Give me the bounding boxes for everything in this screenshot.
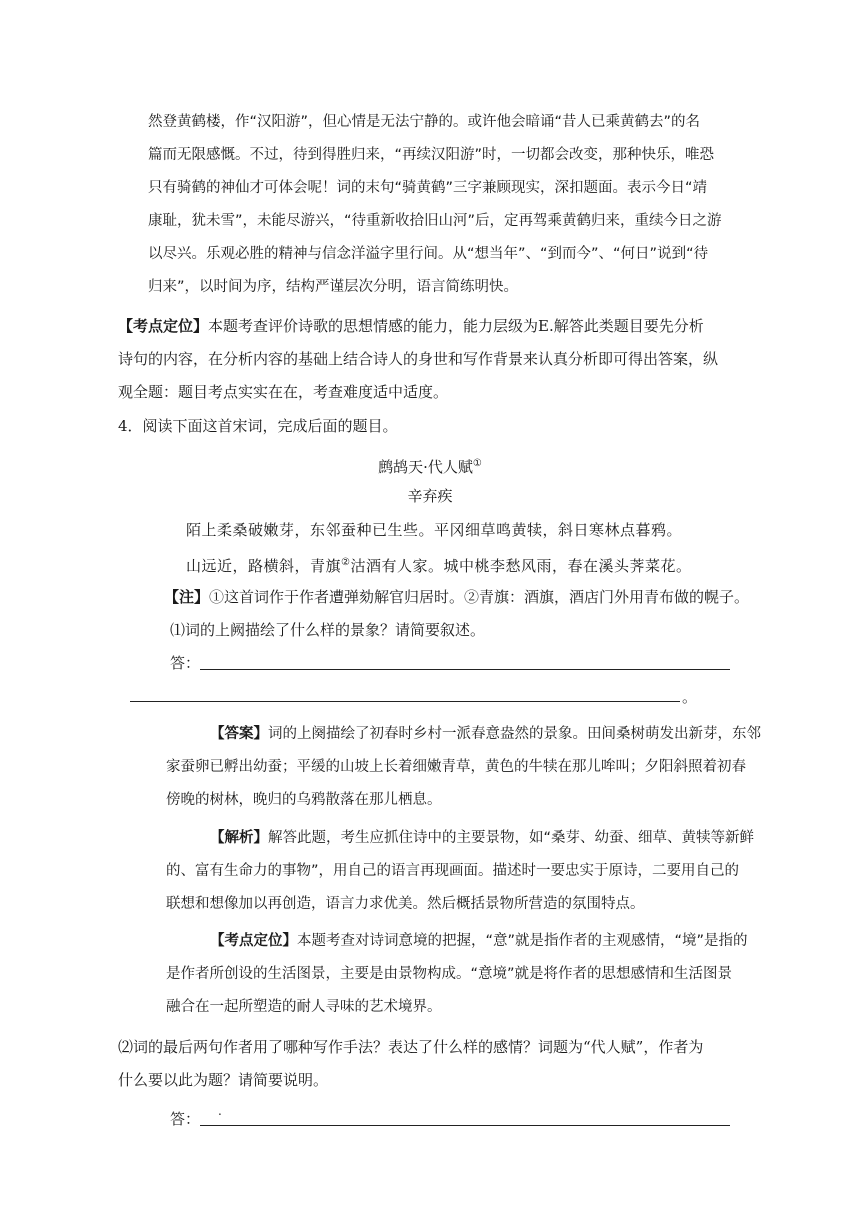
poem-line-2-footnote: ② [341, 557, 351, 568]
continuation-line-4: 康耻，犹未雪”，未能尽游兴，“待重新收拾旧山河”后，定再驾乘黄鹤归来，重续今日之游 [148, 213, 722, 229]
kaodian-1-tag: 【考点定位】 [118, 317, 209, 335]
question-4-prompt: 4．阅读下面这首宋词，完成后面的题目。 [118, 417, 398, 435]
answer-input-line-2[interactable] [200, 1125, 730, 1126]
sub-question-1: ⑴词的上阙描绘了什么样的景象？请简要叙述。 [170, 621, 486, 639]
continuation-line-1: 然登黄鹤楼，作“汉阳游”，但心情是无法宁静的。或许他会暗诵“昔人已乘黄鹤去”的名 [148, 114, 701, 130]
continuation-line-3: 只有骑鹤的神仙才可体会呢！词的末句“骑黄鹤”三字兼顾现实，深扣题面。表示今日“靖 [148, 180, 708, 196]
answer-period: 。 [682, 688, 698, 706]
analysis-line-3: 联想和想像加以再创造，语言力求优美。然后概括景物所营造的氛围特点。 [166, 896, 645, 912]
analysis-line-2: 的、富有生命力的事物”，用自己的语言再现画面。描述时一要忠实于原诗，二要用自己的 [166, 863, 740, 879]
kaodian-1-line-2: 诗句的内容，在分析内容的基础上结合诗人的身世和写作背景来认真分析即可得出答案，纵 [118, 350, 719, 368]
poem-author: 辛弃疾 [407, 487, 453, 505]
poem-title-footnote: ① [472, 458, 482, 469]
continuation-line-6: 归来”，以时间为序，结构严谨层次分明，语言简练明快。 [148, 279, 519, 295]
poem-title: 鹧鸪天·代人赋① [378, 458, 482, 476]
kaodian-2-line-2: 是作者所创设的生活图景，主要是由景物构成。“意境”就是将作者的思想感情和生活图景 [166, 966, 733, 982]
kaodian-1-line-1: 【考点定位】本题考查评价诗歌的思想情感的能力，能力层级为E.解答此类题目要先分析 [118, 317, 704, 335]
sub-question-2-line-2: 什么要以此为题？请简要说明。 [118, 1071, 329, 1089]
kaodian-2-tag: 【考点定位】 [210, 933, 297, 949]
poem-note: 【注】①这首词作于作者遭弹劾解官归居时。②青旗：酒旗，酒店门外用青布做的幌子。 [164, 588, 750, 606]
answer-2-mark: . [218, 1104, 222, 1118]
continuation-line-5: 以尽兴。乐观必胜的精神与信念洋溢字里行间。从“想当年”、“到而今”、“何日”说到“待 [148, 246, 709, 262]
answer-label-1: 答： [170, 654, 201, 672]
continuation-line-2: 篇而无限感慨。不过，待到得胜归来，“再续汉阳游”时，一切都会改变，那种快乐，唯恐 [148, 147, 715, 163]
kaodian-2-line-3: 融合在一起所塑造的耐人寻味的艺术境界。 [166, 999, 442, 1015]
analysis-tag: 【解析】 [210, 830, 268, 846]
answer-label-2: 答： [170, 1110, 201, 1128]
answer-line-1: 【答案】词的上阕描绘了初春时乡村一派春意盎然的景象。田间桑树萌发出新芽，东邻 [210, 726, 761, 742]
poem-note-tag: 【注】 [164, 588, 210, 606]
analysis-line-1: 【解析】解答此题，考生应抓住诗中的主要景物，如“桑芽、幼蚕、细草、黄犊等新鲜 [210, 830, 755, 846]
answer-line-2: 家蚕卵已孵出幼蚕；平缓的山坡上长着细嫩青草，黄色的牛犊在那儿哞叫；夕阳斜照着初春 [166, 759, 746, 775]
kaodian-2-line-1: 【考点定位】本题考查对诗词意境的把握，“意”就是指作者的主观感情，“境”是指的 [210, 933, 748, 949]
kaodian-1-line-3: 观全题：题目考点实实在在，考查难度适中适度。 [118, 383, 449, 401]
poem-line-2: 山远近，路横斜，青旗②沽酒有人家。城中桃李愁风雨，春在溪头荠菜花。 [186, 557, 692, 575]
answer-input-line-1a[interactable] [200, 669, 730, 670]
sub-question-2-line-1: ⑵词的最后两句作者用了哪种写作手法？表达了什么样的感情？词题为“代人赋”，作者为 [118, 1038, 704, 1056]
answer-input-line-1b[interactable] [130, 701, 680, 702]
answer-tag: 【答案】 [210, 726, 268, 742]
answer-line-3: 傍晚的树林，晚归的乌鸦散落在那儿栖息。 [166, 792, 442, 808]
poem-line-1: 陌上柔桑破嫩芽，东邻蚕种已生些。平冈细草鸣黄犊，斜日寒林点暮鸦。 [186, 521, 683, 539]
